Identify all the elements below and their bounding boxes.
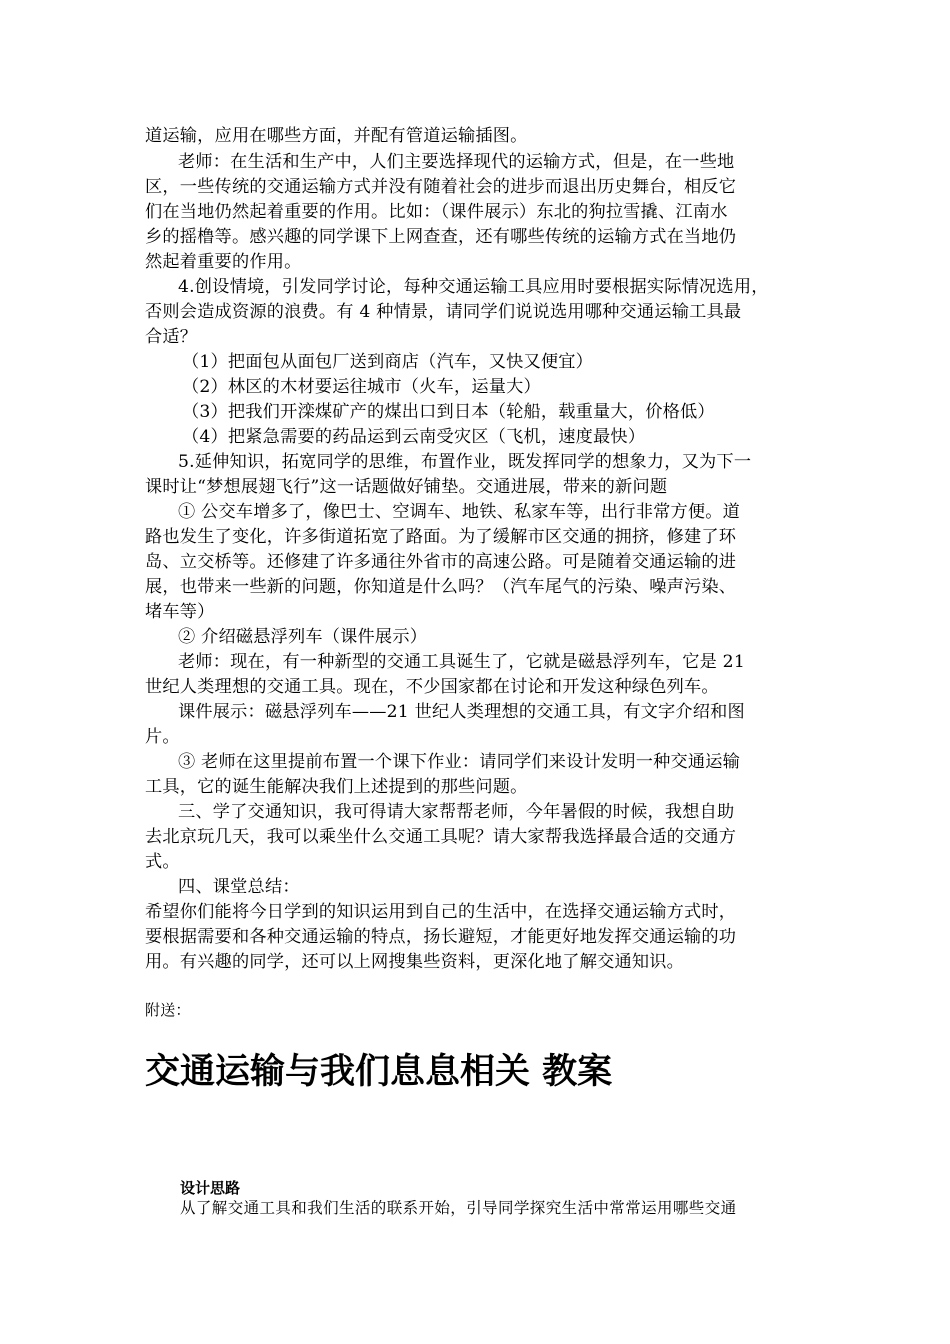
text-line: 从了解交通工具和我们生活的联系开始，引导同学探究生活中常常运用哪些交通 <box>180 1199 737 1217</box>
text-line: 课时让“梦想展翅飞行”这一话题做好铺垫。交通进展，带来的新问题 <box>145 477 668 497</box>
text-line: 四、课堂总结： <box>178 877 300 897</box>
text-line: 然起着重要的作用。 <box>145 252 302 272</box>
text-line: 岛、立交桥等。还修建了许多通往外省市的高速公路。可是随着交通运输的进 <box>145 552 737 572</box>
text-line: ① 公交车增多了，像巴士、空调车、地铁、私家车等，出行非常方便。道 <box>178 502 741 522</box>
text-line: ② 介绍磁悬浮列车（课件展示） <box>178 627 428 647</box>
text-line: 工具，它的诞生能解决我们上述提到的那些问题。 <box>145 777 528 797</box>
text-line: 三、学了交通知识，我可得请大家帮帮老师，今年暑假的时候，我想自助 <box>178 802 735 822</box>
text-line: 课件展示：磁悬浮列车——21 世纪人类理想的交通工具，有文字介绍和图 <box>178 702 745 722</box>
text-line: ③ 老师在这里提前布置一个课下作业：请同学们来设计发明一种交通运输 <box>178 752 741 772</box>
text-line: 们在当地仍然起着重要的作用。比如：（课件展示）东北的狗拉雪撬、江南水 <box>145 202 728 222</box>
text-line: 合适？ <box>145 327 198 347</box>
document-title: 交通运输与我们息息相关 教案 <box>145 1052 613 1092</box>
text-line: 区，一些传统的交通运输方式并没有随着社会的进步而退出历史舞台，相反它 <box>145 177 737 197</box>
text-line: 乡的摇橹等。感兴趣的同学课下上网查查，还有哪些传统的运输方式在当地仍 <box>145 227 737 247</box>
list-item: （2）林区的木材要运往城市（火车，运量大） <box>182 377 541 397</box>
text-line: 道运输，应用在哪些方面，并配有管道运输插图。 <box>145 126 528 146</box>
text-line: 老师：在生活和生产中，人们主要选择现代的运输方式，但是，在一些地 <box>178 152 735 172</box>
text-line: 否则会造成资源的浪费。有 4 种情景，请同学们说说选用哪种交通运输工具最 <box>145 302 742 322</box>
text-line: 4.创设情境，引发同学讨论，每种交通运输工具应用时要根据实际情况选用， <box>178 277 769 297</box>
text-line: 片。 <box>145 727 180 747</box>
text-line: 5.延伸知识，拓宽同学的思维，布置作业，既发挥同学的想象力，又为下一 <box>178 452 752 472</box>
text-line: 用。有兴趣的同学，还可以上网搜集些资料，更深化地了解交通知识。 <box>145 952 685 972</box>
text-line: 希望你们能将今日学到的知识运用到自己的生活中，在选择交通运输方式时， <box>145 902 737 922</box>
text-line: 堵车等） <box>145 602 215 622</box>
attachment-label: 附送： <box>145 1001 191 1019</box>
text-line: 要根据需要和各种交通运输的特点，扬长避短，才能更好地发挥交通运输的功 <box>145 927 737 947</box>
list-item: （3）把我们开滦煤矿产的煤出口到日本（轮船，载重量大，价格低） <box>182 402 715 422</box>
list-item: （4）把紧急需要的药品运到云南受灾区（飞机，速度最快） <box>182 427 646 447</box>
text-line: 老师：现在，有一种新型的交通工具诞生了，它就是磁悬浮列车，它是 21 <box>178 652 745 672</box>
text-line: 式。 <box>145 852 180 872</box>
text-line: 去北京玩几天，我可以乘坐什么交通工具呢？请大家帮我选择最合适的交通方 <box>145 827 737 847</box>
list-item: （1）把面包从面包厂送到商店（汽车，又快又便宜） <box>182 352 594 372</box>
section-heading: 设计思路 <box>180 1179 241 1197</box>
text-line: 展，也带来一些新的问题，你知道是什么吗？（汽车尾气的污染、噪声污染、 <box>145 577 737 597</box>
text-line: 世纪人类理想的交通工具。现在，不少国家都在讨论和开发这种绿色列车。 <box>145 677 719 697</box>
text-line: 路也发生了变化，许多街道拓宽了路面。为了缓解市区交通的拥挤，修建了环 <box>145 527 737 547</box>
